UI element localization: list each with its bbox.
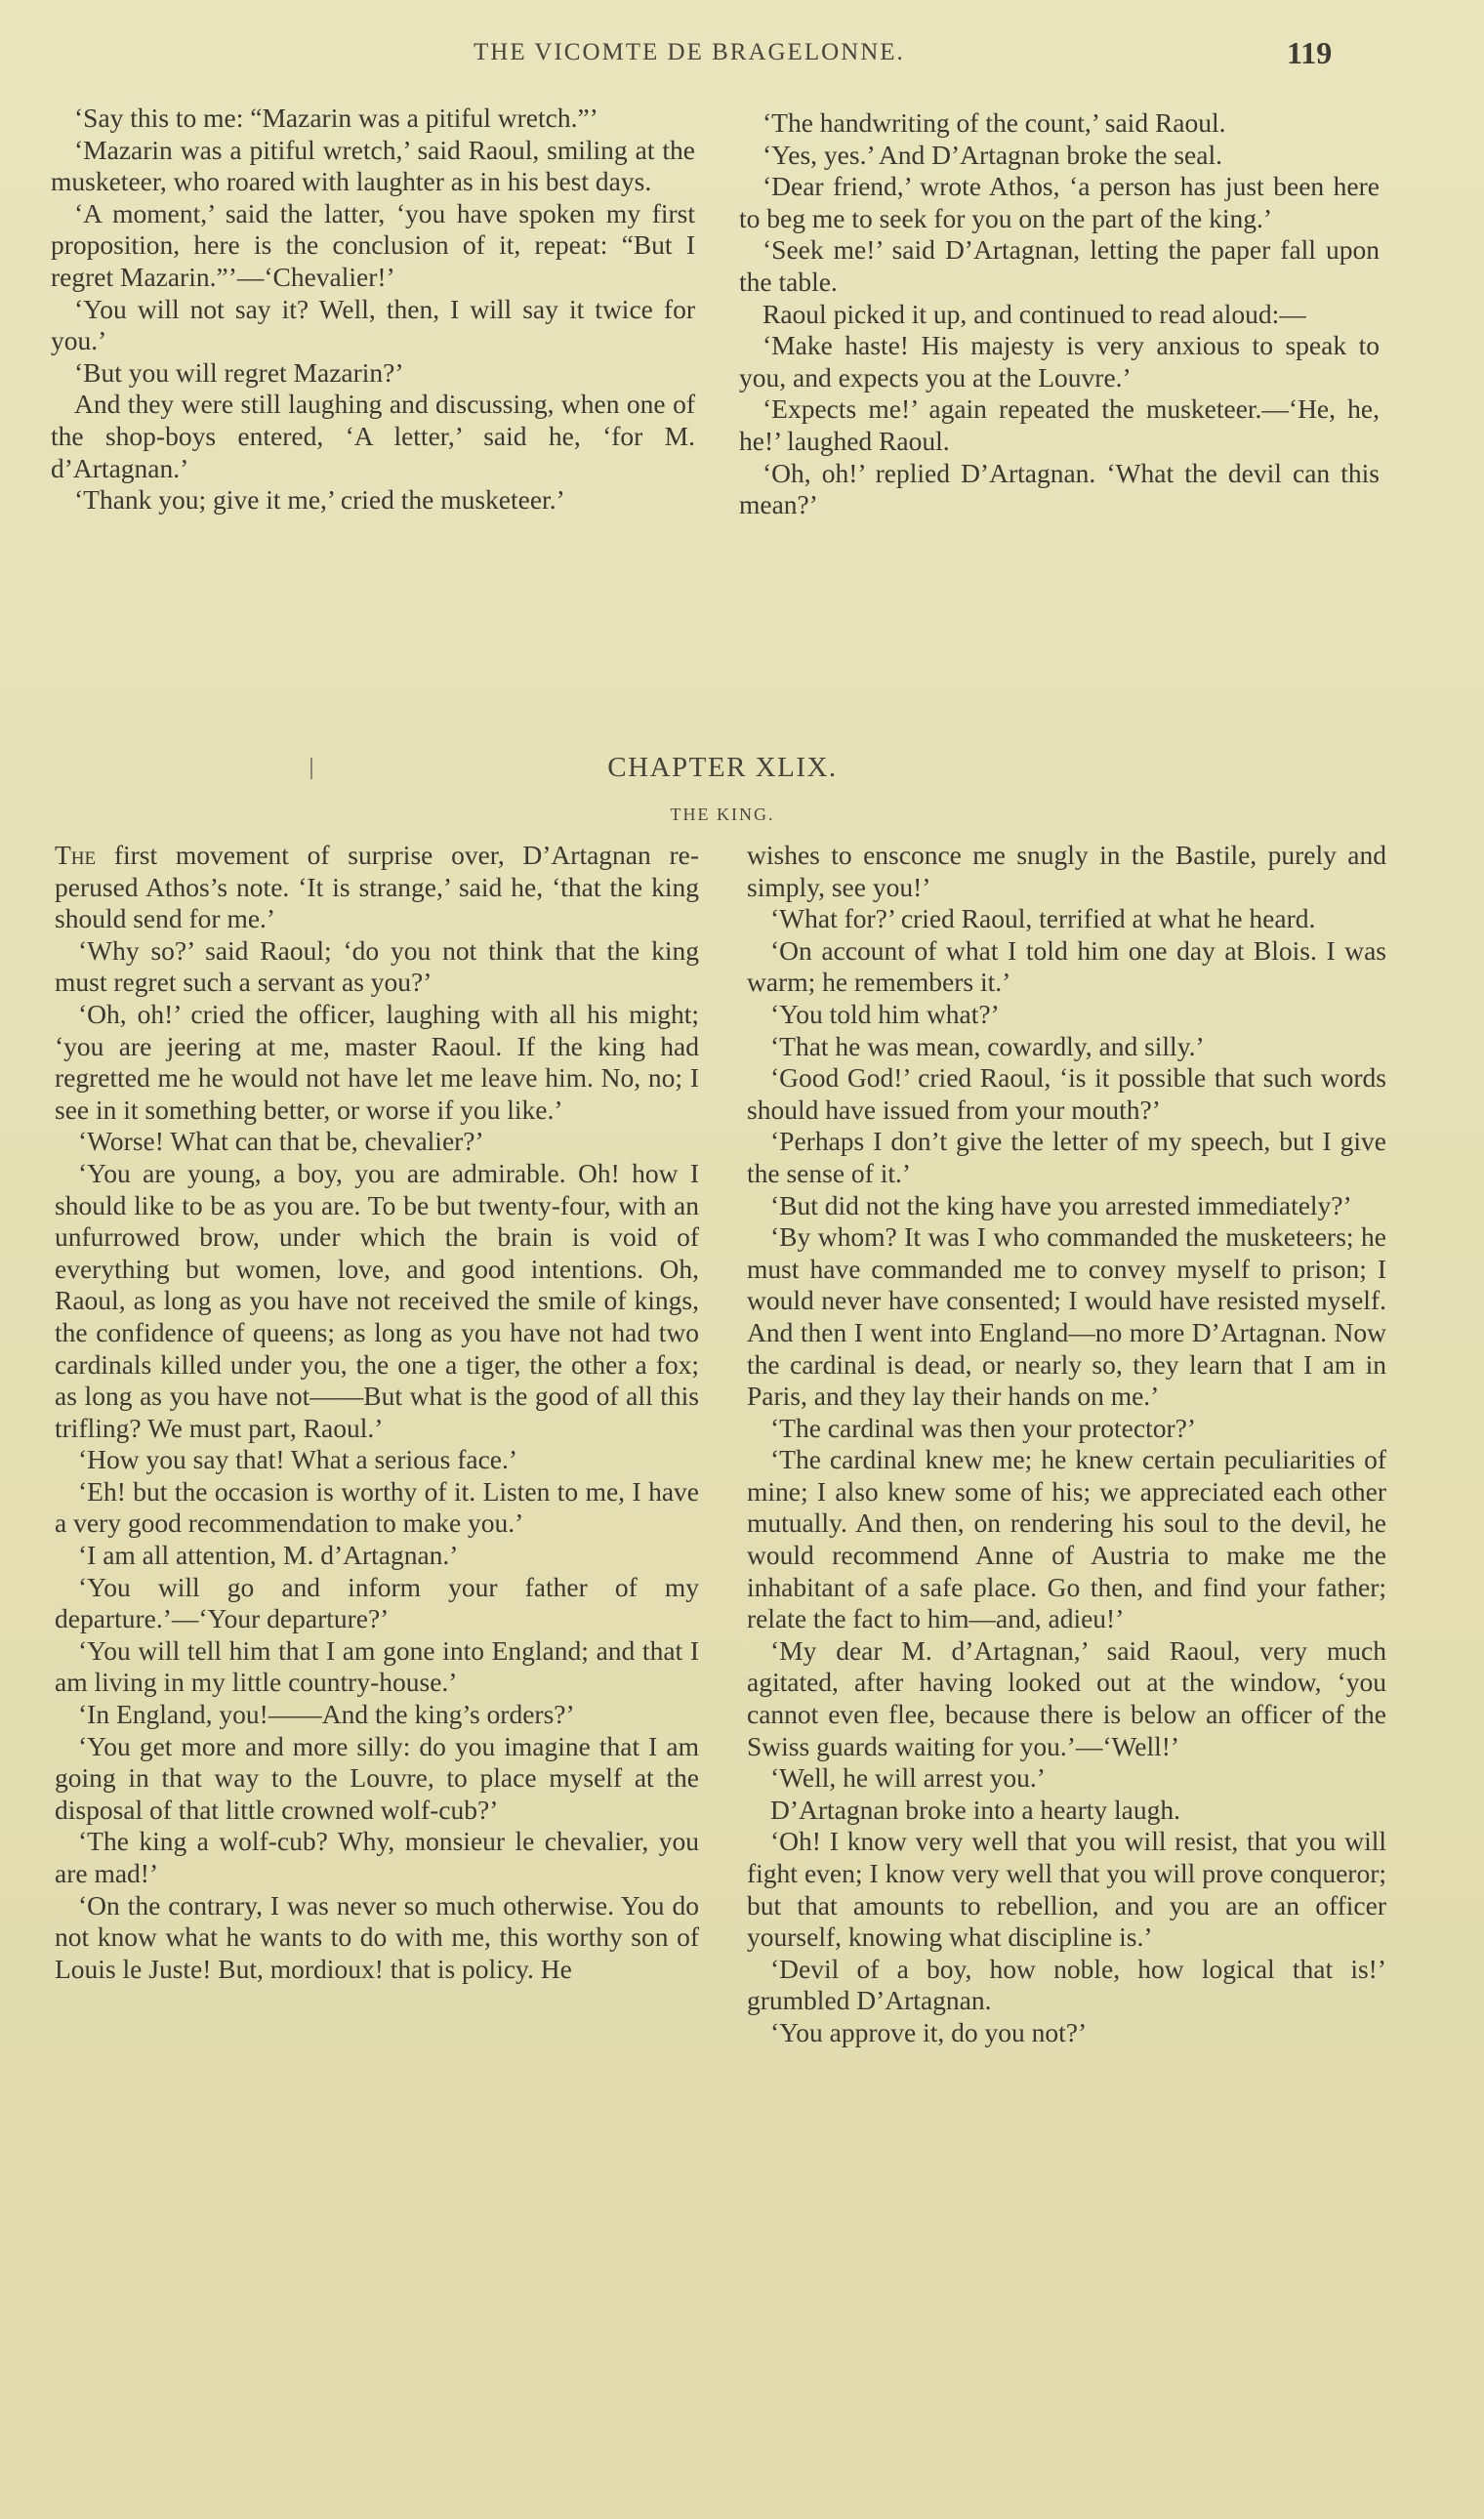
opening-text: first movement of surprise over, D’Artagnan re-perused Athos’s note. ‘It is strange,’ said he, ‘that the king should send for me.’ [55,840,699,934]
paragraph: ‘Make haste! His majesty is very anxious to speak to you, and expects you at the Louvre.’ [739,330,1380,392]
paragraph: ‘Why so?’ said Raoul; ‘do you not think that the king must regret such a servant as you?’ [55,934,699,998]
paragraph: ‘You are young, a boy, you are admirable. Oh! how I should like to be as you are. To be but twenty-four, with an unfurrowed brow, under which the brain is void of everything but women, love, and good intentions. Oh, Raoul, as long as you have not received the smile of kings, the confidence of queens; as long as you have not had two cardinals killed under you, the one a tiger, the other a fox; as long as you have not——But what is the good of all this trifling? We must part, Raoul.’ [55,1157,699,1443]
paragraph: ‘On the contrary, I was never so much otherwise. You do not know what he wants to do with me, this worthy son of Louis le Juste! But, mordioux! that is policy. He [55,1889,699,1984]
paragraph: D’Artagnan broke into a hearty laugh. [770,1794,1180,1825]
paragraph: And they were still laughing and discussing, when one of the shop-boys entered, ‘A letter,’ said he, ‘for M. d’Artagnan.’ [51,389,695,483]
bottom-right-column [747,840,1386,2049]
chapter-title: CHAPTER XLIX. [607,752,838,783]
paragraph: ‘You will go and inform your father of my departure.’—‘Your departure?’ [55,1571,699,1634]
paragraph: ‘The handwriting of the count,’ said Raoul. [763,107,1226,138]
opening-paragraph [55,840,699,935]
paragraph: ‘My dear M. d’Artagnan,’ said Raoul, very much agitated, after having looked out at the window, ‘you cannot even flee, because there is below an officer of the Swiss guards waiting for you.’—‘Well!’ [747,1634,1386,1761]
paragraph: ‘I am all attention, M. d’Artagnan.’ [78,1540,459,1571]
paragraph: ‘You will tell him that I am gone into England; and that I am living in my little country-house.’ [55,1634,699,1698]
paragraph: wishes to ensconce me snugly in the Bastile, purely and simply, see you!’ [747,840,1386,902]
paragraph: ‘You approve it, do you not?’ [770,2016,1088,2047]
running-title: THE VICOMTE DE BRAGELONNE. [474,39,905,65]
paragraph: ‘You get more and more silly: do you imagine that I am going in that way to the Louvre, to place myself at the disposal of that little crowned wolf-cub?’ [55,1730,699,1825]
paragraph: ‘Perhaps I don’t give the letter of my speech, but I give the sense of it.’ [747,1126,1386,1188]
paragraph: ‘Oh, oh!’ cried the officer, laughing with all his might; ‘you are jeering at me, master Raoul. If the king had regretted me he would not have let me leave him. No, no; I see in it something better, or worse if you like.’ [55,998,699,1125]
paragraph: ‘What for?’ cried Raoul, terrified at what he heard. [770,903,1316,934]
chapter-subtitle: THE KING. [670,805,775,824]
paragraph: ‘Oh, oh!’ replied D’Artagnan. ‘What the devil can this mean?’ [739,457,1380,520]
paragraph: ‘The king a wolf-cub? Why, monsieur le chevalier, you are mad!’ [55,1826,699,1888]
paragraph: ‘Well, he will arrest you.’ [770,1762,1046,1794]
running-head [0,35,1484,74]
top-right-column [739,107,1380,521]
paragraph: ‘You told him what?’ [770,998,1000,1029]
opening-word: The [55,840,97,870]
paragraph: ‘A moment,’ said the latter, ‘you have spoken my first proposition, here is the conclusion of it, repeat: “But I regret Mazarin.”’—‘Chevalier!’ [51,197,695,292]
paragraph: ‘In England, you!——And the king’s orders?’ [78,1699,575,1730]
paragraph: ‘Dear friend,’ wrote Athos, ‘a person has just been here to beg me to seek for you on the part of the king.’ [739,171,1380,233]
paragraph: ‘Seek me!’ said D’Artagnan, letting the paper fall upon the table. [739,234,1380,297]
paragraph: ‘The cardinal was then your protector?’ [770,1412,1196,1443]
paragraph: ‘Yes, yes.’ And D’Artagnan broke the seal. [763,139,1222,170]
paragraph: ‘How you say that! What a serious face.’ [78,1444,518,1475]
paragraph: ‘By whom? It was I who commanded the musketeers; he must have commanded me to convey myself to prison; I would never have consented; I would have resisted myself. And then I went into England—no more D’Artagnan. Now the cardinal is dead, or nearly so, they learn that I am in Paris, and they lay their hands on me.’ [747,1221,1386,1412]
page-number: 119 [1287,35,1333,70]
paragraph: ‘Devil of a boy, how noble, how logical that is!’ grumbled D’Artagnan. [747,1953,1386,2016]
paragraph: ‘Eh! but the occasion is worthy of it. Listen to me, I have a very good recommendation to make you.’ [55,1475,699,1539]
paragraph: ‘On account of what I told him one day at Blois. I was warm; he remembers it.’ [747,934,1386,998]
paragraph: ‘But did not the king have you arrested immediately?’ [770,1189,1352,1220]
paragraph: ‘You will not say it? Well, then, I will say it twice for you.’ [51,293,695,356]
top-left-column [51,103,695,516]
bottom-left-column [55,840,699,1985]
paragraph: ‘Thank you; give it me,’ cried the musketeer.’ [74,484,565,516]
paragraph: ‘That he was mean, cowardly, and silly.’ [770,1030,1205,1061]
paragraph: ‘Expects me!’ again repeated the musketeer.—‘He, he, he!’ laughed Raoul. [739,393,1380,456]
paragraph: ‘The cardinal knew me; he knew certain peculiarities of mine; I also knew some of his; we appreciated each other mutually. And then, on rendering his soul to the devil, he would recommend Anne of Austria to make me the inhabitant of a safe place. Go then, and find your father; relate the fact to him—and, adieu!’ [747,1444,1386,1634]
paragraph: ‘Good God!’ cried Raoul, ‘is it possible that such words should have issued from your mouth?’ [747,1062,1386,1125]
paragraph: ‘Say this to me: “Mazarin was a pitiful wretch.”’ [74,103,598,133]
paragraph: Raoul picked it up, and continued to read aloud:— [763,298,1306,329]
paragraph: ‘Worse! What can that be, chevalier?’ [78,1126,484,1157]
paragraph: ‘Mazarin was a pitiful wretch,’ said Raoul, smiling at the musketeer, who roared with laughter as in his best days. [51,134,695,197]
paragraph: ‘But you will regret Mazarin?’ [74,356,404,388]
paragraph: ‘Oh! I know very well that you will resist, that you will fight even; I know very well that you will prove conqueror; but that amounts to rebellion, and you are an officer yourself, knowing what discipline is.’ [747,1826,1386,1953]
